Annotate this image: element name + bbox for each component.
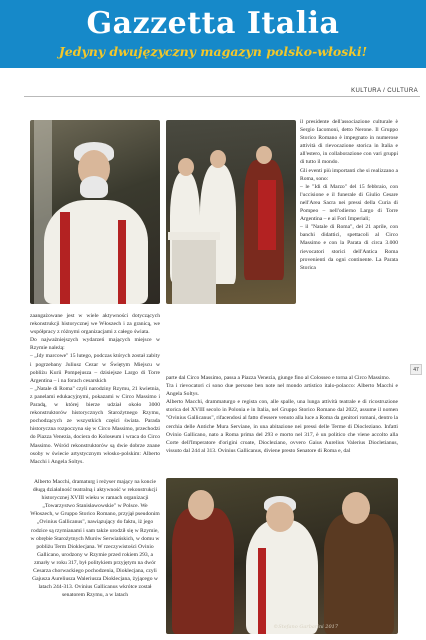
photo-credit: ©Stefano Garbarini 2017 [273, 624, 338, 630]
section-label: KULTURA / CULTURA [351, 88, 418, 94]
article-text-pl-bottom: Alberto Macchi, dramaturg i reżyser mający na koncie długą działalność teatralną i aktywność w rekonstrukcji historycznej XVIII wieku w ramach organizacji „Towarzystwo Stanisławowskie" w Polsce. We Włoszech, w Gruppo Storico Romano, przyjął pseudonim „Ovinius Gallicanus", nawiązujący do faktu, iż jego rodzice są rzymianami i sam także urodził się w Rzymie, w obrębie Starożytnych Murów Serwiańskich, w domu w pobliżu Term Dioklecjana. W rzeczywistości Ovinio Gallicano, urodzony w Rzymie przed rokiem 293, a zmarły w roku 317, był politykiem przyjętym na dwór Cesarza chorwackiego pochodzenia, Dioklecjana, czyli Gajusza Aureliusza Waleriusza Dioklecjana, żyjącego w latach 244-313. Ovinius Gallicanus wkrótce został senatorem Rzymu, a w latach [30, 479, 160, 599]
magazine-subtitle: Jedyny dwujęzyczny magazyn polsko-włoski! [58, 44, 368, 59]
section-divider [24, 96, 420, 97]
magazine-title: Gazzetta Italia [86, 6, 340, 41]
article-text-it-bottom: parte dal Circo Massimo, passa a Piazza Venezia, giunge fino al Colosseo e torna al Circo Massimo. Tra i rievocatori ci sono due persone ben note nel mondo artistico italo-polacco: Alberto Macchi e Angela Soltys. Alberto Macchi, drammaturgo e regista con, alle spalle, una lunga attività teatrale e di ricostruzione storica del XVIII secolo in Polonia e in Italia, nel Gruppo Storico Romano dal 2022, assume il nomen "Ovinius Gallicanus", rifacendosi al fatto d'essere venuto alla luce a Roma da genitori romani, dentro la cerchia delle Antiche Mura Serviane, in una abitazione nei pressi delle Terme di Diocleziano. Infatti Ovinio Gallicano, nato a Roma prima del 293 e morto nel 317, è un politico che viene accolto alla Corte dell'Imperatore d'origini croate, Diocleziano, ovvero Gaius Aurelius Valerius Diocletianus, vissuto dal 244 al 313. Ovinius Gallicanus, diviene presto Senatore di Roma e, dal [166, 375, 398, 454]
photo-roman-trio [166, 478, 398, 634]
photo-roman-senator-seated [30, 120, 160, 304]
page-number: 47 [410, 364, 422, 375]
article-text-it-top: il presidente dell'associazione culturale è Sergio Iacomoni, detto Nerone. Il Gruppo Storico Romano è impegnato in numerose attività di rievocazione storica in Italia e all'estero, in collaborazione con vari gruppi di tutto il mondo. Gli eventi più importanti che si realizzano a Roma, sono: – le "Idi di Marzo" del 15 febbraio, con l'uccisione e il funerale di Giulio Cesare nell'Area Sacra nei pressi della Curia di Pompeo – nell'odierno Largo di Torre Argentina – e ai Fori Imperiali; – il "Natale di Roma", del 21 aprile, con banchi didattici, spettacoli al Circo Massimo e con la Parata di circa 3.000 rievocatori storici dell'Antica Roma provenienti da ogni continente. La Parata Storica [300, 119, 399, 271]
photo-roman-group-column [166, 120, 296, 304]
article-text-pl-top: zaangażowane jest w wiele aktywności dotyczących rekonstrukcji historycznej we Włoszech i za granicą, we współpracy z różnymi organizacjami z całego świata. Do najważniejszych wydarzeń mających miejsce w Rzymie należą: – „Idy marcowe" 15 lutego, podczas których został zabity i pogrzebany Juliusz Cezar w Świętym Miejscu w pobliżu Kurii Pompejusza – dzisiejsze Largo di Torre Argentina – i na forach cesarskich – „Natale di Roma" czyli narodziny Rzymu, 21 kwietnia, z panelami edukacyjnymi, pokazami w Circo Massimo i Paradą, w której bierze udział około 3000 rekonstruktorów historycznych Starożytnego Rzymu, pochodzących ze wszystkich części świata. Parada historyczna rozpoczyna się w Circo Massimo, przechodzi do Piazza Venezia, dociera do Koloseum i wraca do Circo Massimo. Wśród rekonstruktorów są dwie dobrze znane osoby w świecie artystycznym włosko-polskim: Alberto Macchi i Angela Soltys. [30, 313, 160, 465]
masthead [0, 0, 426, 68]
